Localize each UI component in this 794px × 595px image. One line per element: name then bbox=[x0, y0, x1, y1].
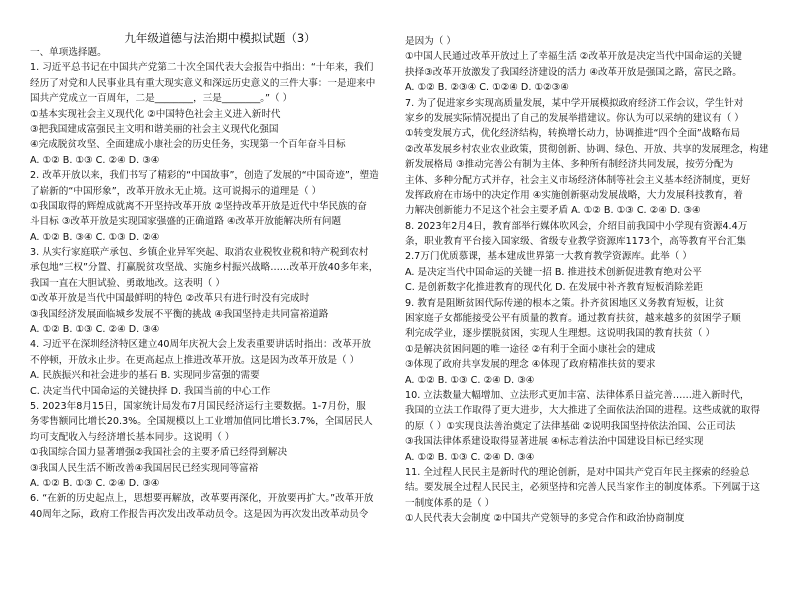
text-line: ④完成脱贫攻坚、全面建成小康社会的历史任务，实现第一个百年奋斗目标 bbox=[30, 139, 346, 151]
text-line: A. 民族振兴和社会进步的基石 B. 实现同步富强的需要 bbox=[30, 370, 260, 382]
text-line: ③把我国建成富强民主文明和谐美丽的社会主义现代化强国 bbox=[30, 123, 279, 135]
text-line: ③我国人民生活不断改善④我国居民已经实现同等富裕 bbox=[30, 462, 259, 474]
text-line: 国共产党成立一百周年，二是________，三是________。”（ ） bbox=[30, 93, 293, 105]
text-line: 困家庭子女都能接受公平有质量的教育。通过教育扶贫，越来越多的贫困学子顺 bbox=[405, 313, 741, 325]
text-line: 家乡的发展实际情况提出了自己的发展举措建议。你认为可以采纳的建议有（ ） bbox=[405, 112, 744, 124]
text-line: C. 决定当代中国命运的关键抉择 D. 我国当前的中心工作 bbox=[30, 385, 271, 397]
text-line: A. ①② B. ①③ C. ②④ D. ③④ bbox=[405, 451, 535, 463]
text-line: 发挥政府在市场中的决定作用 ④实施创新驱动发展战略，大力发展科技教育，着 bbox=[405, 189, 743, 201]
text-line: ①基本实现社会主义现代化 ②中国特色社会主义进入新时代 bbox=[30, 108, 281, 120]
text-line: 4. 习近平在深圳经济特区建立40周年庆祝大会上发表重要讲话时指出：改革开放 bbox=[30, 339, 372, 351]
text-line: A. 是决定当代中国命运的关键一招 B. 推进技术创新促进教育绝对公平 bbox=[405, 266, 702, 278]
text-line: 8. 2023年2月4日，教育部举行媒体吹风会，介绍目前我国中小学现有资源4.4万 bbox=[405, 220, 748, 232]
text-line: ①转变发展方式，优化经济结构，转换增长动力，协调推进“四个全面”战略布局 bbox=[405, 128, 741, 140]
text-line: ①中国人民通过改革开放过上了幸福生活 ②改革开放是决定当代中国命运的关键 bbox=[405, 51, 742, 63]
text-line: 2.7万门优质慕课，基本建成世界第一大教育教学资源库。此举（ ） bbox=[405, 251, 692, 263]
text-line: A. ①② B. ①③ C. ②④ D. ③④ bbox=[30, 324, 160, 336]
left-column bbox=[30, 0, 410, 591]
text-line: 6. “在新的历史起点上，思想要再解放，改革要再深化，开放要再扩大。”改革开放 bbox=[30, 493, 374, 505]
text-line: A. ①② B. ①③ C. ②④ D. ③④ bbox=[30, 477, 160, 489]
text-line: 40周年之际，政府工作报告再次发出改革动员令。这是因为再次发出改革动员令 bbox=[30, 508, 369, 520]
text-line: 不停顿，开放永止步。在更高起点上推进改革开放。这是因为改革开放是（ ） bbox=[30, 354, 360, 366]
text-line: A. ①② B. ②③④ C. ①②④ D. ①②③④ bbox=[405, 82, 569, 94]
text-line: A. ①② B. ③④ C. ①③ D. ②④ bbox=[30, 231, 160, 243]
text-line: C. 是创新数字化推进教育的现代化 D. 在发展中补齐教育短板消除差距 bbox=[405, 282, 703, 294]
text-line: ①我国取得的辉煌成就离不开坚持改革开放 ②坚持改革开放是近代中华民族的奋 bbox=[30, 200, 367, 212]
text-line: 的原（ ）①实现良法善治奠定了法律基础 ②说明我国坚持依法治国、公正司法 bbox=[405, 420, 736, 432]
text-line: 我国的立法工作取得了更大进步，大大推进了全面依法治国的进程。这些成就的取得 bbox=[405, 405, 760, 417]
text-line: 结。要发展全过程人民民主，必须坚持和完善人民当家作主的制度体系。下列属于这 bbox=[405, 482, 760, 494]
text-line: ①改革开放是当代中国最鲜明的特色 ②改革只有进行时没有完成时 bbox=[30, 293, 310, 305]
text-line: 11. 全过程人民民主是新时代的理论创新，是对中国共产党百年民主探索的经验总 bbox=[405, 466, 750, 478]
text-line: A. ①② B. ①③ C. ②④ D. ③④ bbox=[30, 154, 160, 166]
text-line: 利完成学业，逐步摆脱贫困，实现人生理想。这说明我国的教育扶贫（ ） bbox=[405, 328, 716, 340]
text-line: 2. 改革开放以来，我们书写了精彩的“中国故事”，创造了发展的“中国奇迹”，塑造 bbox=[30, 170, 379, 182]
text-line: 条，职业教育平台接入国家级、省级专业教学资源库1173个，高等教育平台汇集 bbox=[405, 236, 747, 248]
text-line: 7. 为了促进家乡实现高质量发展，某中学开展模拟政府经济工作会议，学生针对 bbox=[405, 97, 744, 109]
text-line: 10. 立法数量大幅增加、立法形式更加丰富、法律体系日益完善……进入新时代， bbox=[405, 389, 750, 401]
text-line: 经历了对党和人民事业具有重大现实意义和深远历史意义的三件大事：一是迎来中 bbox=[30, 77, 376, 89]
text-line: 是因为（ ） bbox=[405, 36, 457, 47]
text-line: ③体现了政府共享发展的理念 ④体现了政府精准扶贫的要求 bbox=[405, 359, 656, 371]
page-title: 九年级道德与法治期中模拟试题（3） bbox=[124, 31, 316, 45]
text-line: ②改革发展乡村农业农业政策，贯彻创新、协调、绿色、开放、共享的发展理念，构建 bbox=[405, 143, 769, 155]
text-line: ①我国综合国力显著增强②我国社会的主要矛盾已经得到解决 bbox=[30, 447, 288, 459]
text-line: 9. 教育是阻断贫困代际传递的根本之策。扑齐贫困地区义务教育短板，让贫 bbox=[405, 297, 725, 309]
text-line: 主体、多种分配方式并存，社会主义市场经济体制等社会主义基本经济制度，更好 bbox=[405, 174, 751, 186]
text-line: 我国一直在大胆试验、勇敢地改。这表明（ ） bbox=[30, 277, 225, 289]
text-line: ①人民代表大会制度 ②中国共产党领导的多党合作和政治协商制度 bbox=[405, 513, 685, 525]
right-column bbox=[405, 0, 785, 595]
text-line: 一、单项选择题。 bbox=[30, 47, 107, 58]
text-line: 了崭新的“中国形象”，改革开放永无止境。这可说揭示的道理是（ ） bbox=[30, 185, 322, 197]
text-line: 新发展格局 ③推动完善公有制为主体、多种所有制经济共同发展，按劳分配为 bbox=[405, 159, 734, 171]
text-line: 务零售额同比增长20.3%。全国规模以上工业增加值同比增长3.7%，全国居民人 bbox=[30, 416, 373, 428]
text-line: A. ①② B. ①③ C. ②④ D. ③④ bbox=[405, 374, 535, 386]
text-line: 3. 从实行家庭联产承包、乡镇企业异军突起、取消农业税牧业税和特产税到农村 bbox=[30, 247, 369, 259]
text-line: 1. 习近平总书记在中国共产党第二十次全国代表大会报告中指出：“十年来，我们 bbox=[30, 62, 374, 74]
text-line: 均可支配收入与经济增长基本同步。这说明（ ） bbox=[30, 431, 235, 443]
text-line: 力解决创新能力不足这个社会主要矛盾 A. ①② B. ①③ C. ②④ D. ③④ bbox=[405, 205, 701, 217]
text-line: 5. 2023年8月15日，国家统计局发布7月国民经济运行主要数据。1-7月份，服 bbox=[30, 400, 366, 412]
text-line: 承包地“三权”分置、打赢脱贫攻坚战、实施乡村振兴战略……改革开放40多年来， bbox=[30, 262, 379, 274]
text-line: ①是解决贫困问题的唯一途径 ②有利于全面小康社会的建成 bbox=[405, 343, 656, 355]
text-line: ③我国法律体系建设取得显著进展 ④标志着法治中国建设目标已经实现 bbox=[405, 436, 704, 448]
text-line: ③我国经济发展面临城乡发展不平衡的挑战 ④我国坚持走共同富裕道路 bbox=[30, 308, 329, 320]
text-line: 斗目标 ③改革开放是实现国家强盛的正确道路 ④改革开放能解决所有问题 bbox=[30, 216, 342, 228]
text-line: 抉择③改革开放激发了我国经济建设的活力 ④改革开放是强国之路，富民之路。 bbox=[405, 66, 742, 78]
text-line: 一制度体系的是（ ） bbox=[405, 497, 495, 509]
